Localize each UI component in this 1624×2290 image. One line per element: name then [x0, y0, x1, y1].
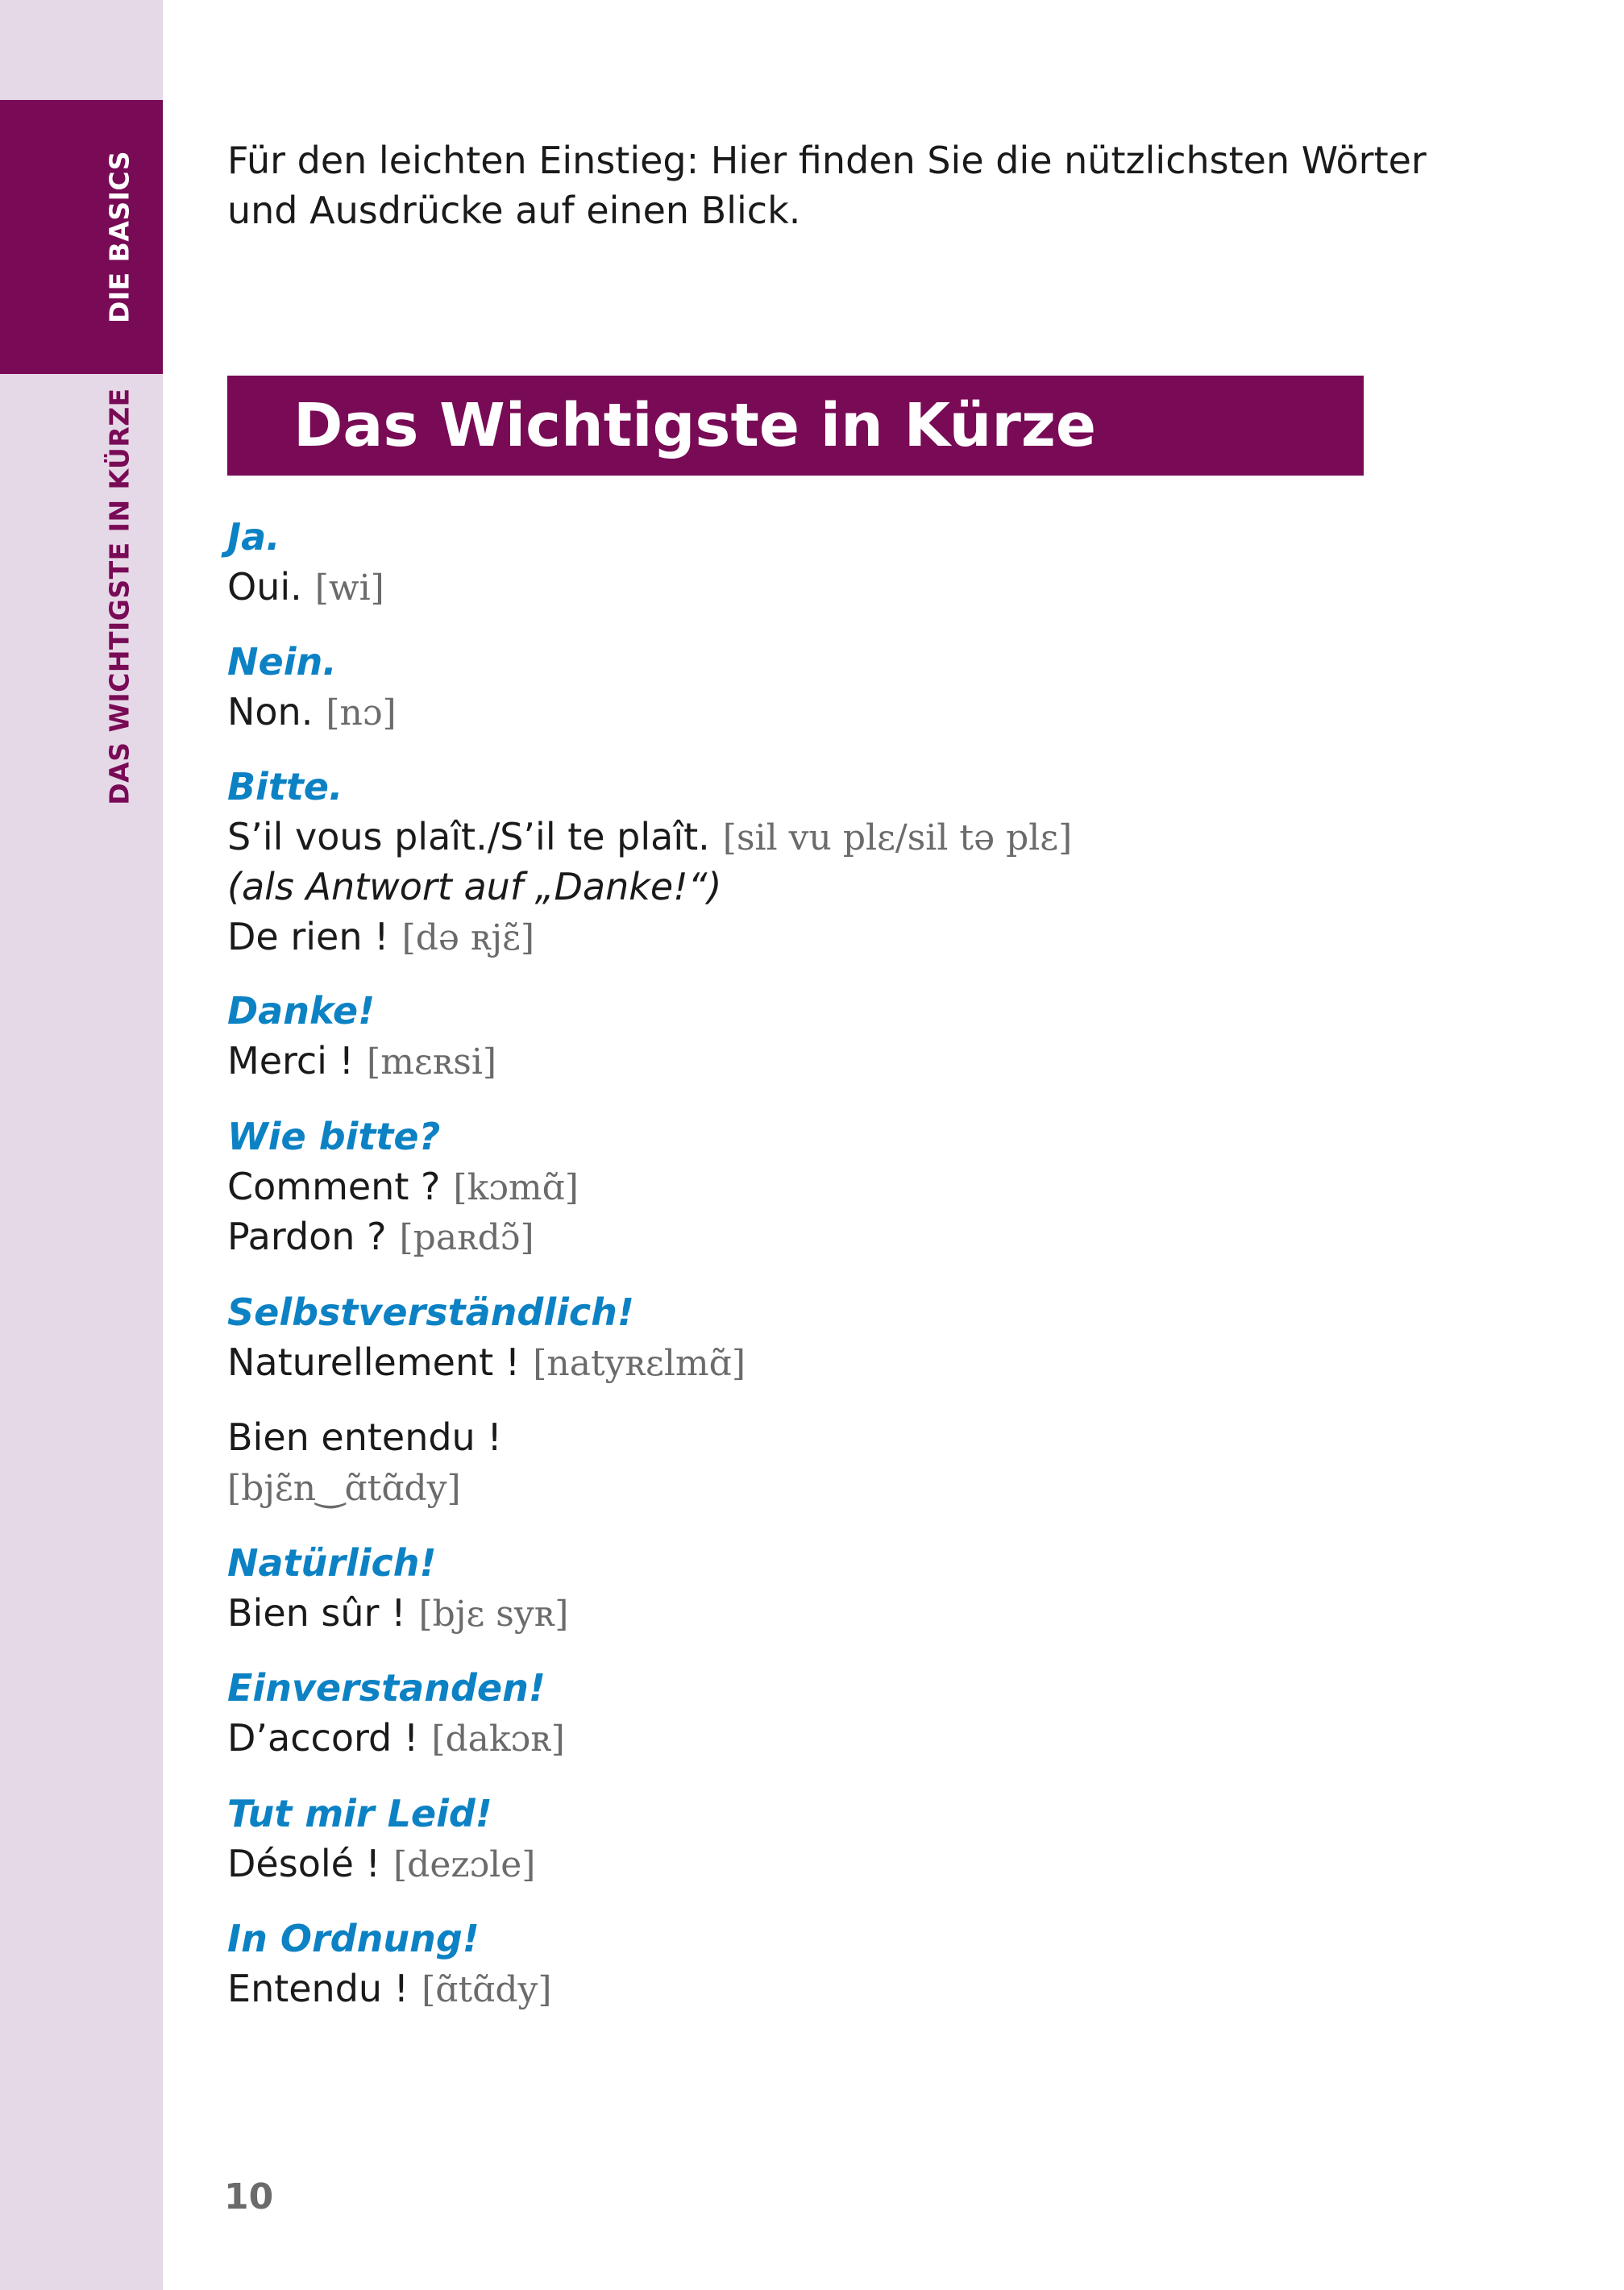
side-tab-basics-label: DIE BASICS: [103, 150, 135, 324]
usage-note: (als Antwort auf „Danke!“): [227, 865, 722, 908]
section-title-bar: [227, 376, 1364, 476]
french-phrase-alt: Bien entendu !: [227, 1415, 502, 1459]
french-phrase: Désolé !: [227, 1842, 380, 1885]
pronunciation: [kɔmɑ̃]: [453, 1167, 579, 1208]
pronunciation-alt: [də ʀjɛ̃]: [401, 917, 535, 958]
french-phrase: Entendu !: [227, 1967, 409, 2010]
phrase-entry: [227, 637, 397, 737]
german-phrase: Ja.: [227, 515, 280, 559]
phrase-entry: [227, 1538, 568, 1638]
french-phrase: Comment ?: [227, 1165, 441, 1208]
pronunciation: [ɑ̃tɑ̃dy]: [422, 1969, 552, 2010]
french-phrase-alt: Pardon ?: [227, 1215, 387, 1258]
section-title: Das Wichtigste in Kürze: [293, 391, 1097, 460]
french-phrase: Merci !: [227, 1039, 355, 1083]
phrase-entry: [227, 512, 384, 612]
pronunciation: [natyʀɛlmɑ̃]: [533, 1343, 746, 1384]
french-phrase: D’accord !: [227, 1716, 419, 1760]
pronunciation-alt: [bjɛ̃n‿ɑ̃tɑ̃dy]: [227, 1468, 461, 1509]
french-phrase: Non.: [227, 690, 314, 734]
german-phrase: Selbstverständlich!: [227, 1290, 634, 1334]
phrase-entry: [227, 1789, 535, 1889]
side-tab-basics[interactable]: [0, 100, 163, 374]
phrase-entry: [227, 762, 1072, 962]
pronunciation: [mɛʀsi]: [367, 1041, 497, 1083]
pronunciation-alt: [paʀdɔ̃]: [399, 1217, 534, 1258]
pronunciation: [wi]: [314, 567, 384, 609]
french-phrase: Naturellement !: [227, 1340, 521, 1384]
phrase-entry: [227, 986, 496, 1086]
german-phrase: Wie bitte?: [227, 1115, 441, 1158]
german-phrase: Einverstanden!: [227, 1666, 546, 1710]
german-phrase: Natürlich!: [227, 1541, 437, 1585]
side-tab-current-label[interactable]: DAS WICHTIGSTE IN KÜRZE: [103, 388, 135, 805]
phrase-entry: [227, 1914, 552, 2014]
pronunciation: [nɔ]: [326, 692, 397, 734]
phrase-entry: [227, 1663, 565, 1763]
german-phrase: Danke!: [227, 989, 376, 1033]
french-phrase-alt: De rien !: [227, 915, 389, 958]
pronunciation: [dakɔʀ]: [431, 1719, 565, 1760]
pronunciation: [bjɛ syʀ]: [418, 1594, 569, 1635]
german-phrase: Tut mir Leid!: [227, 1792, 492, 1835]
pronunciation: [dezɔle]: [393, 1844, 536, 1885]
phrase-entry: [227, 1287, 746, 1512]
french-phrase: Oui.: [227, 565, 302, 609]
german-phrase: Nein.: [227, 640, 337, 684]
intro-text: Für den leichten Einstieg: Hier finden Sie die nützlichsten Wörter und Ausdrücke auf einen Blick.: [227, 139, 1427, 232]
french-phrase: S’il vous plaît./S’il te plaît.: [227, 815, 710, 858]
german-phrase: Bitte.: [227, 765, 343, 808]
page-number: 10: [224, 2176, 274, 2217]
pronunciation: [sil vu plɛ/sil tə plɛ]: [722, 817, 1073, 858]
phrase-entry: [227, 1112, 579, 1261]
french-phrase: Bien sûr !: [227, 1591, 406, 1635]
german-phrase: In Ordnung!: [227, 1917, 480, 1960]
